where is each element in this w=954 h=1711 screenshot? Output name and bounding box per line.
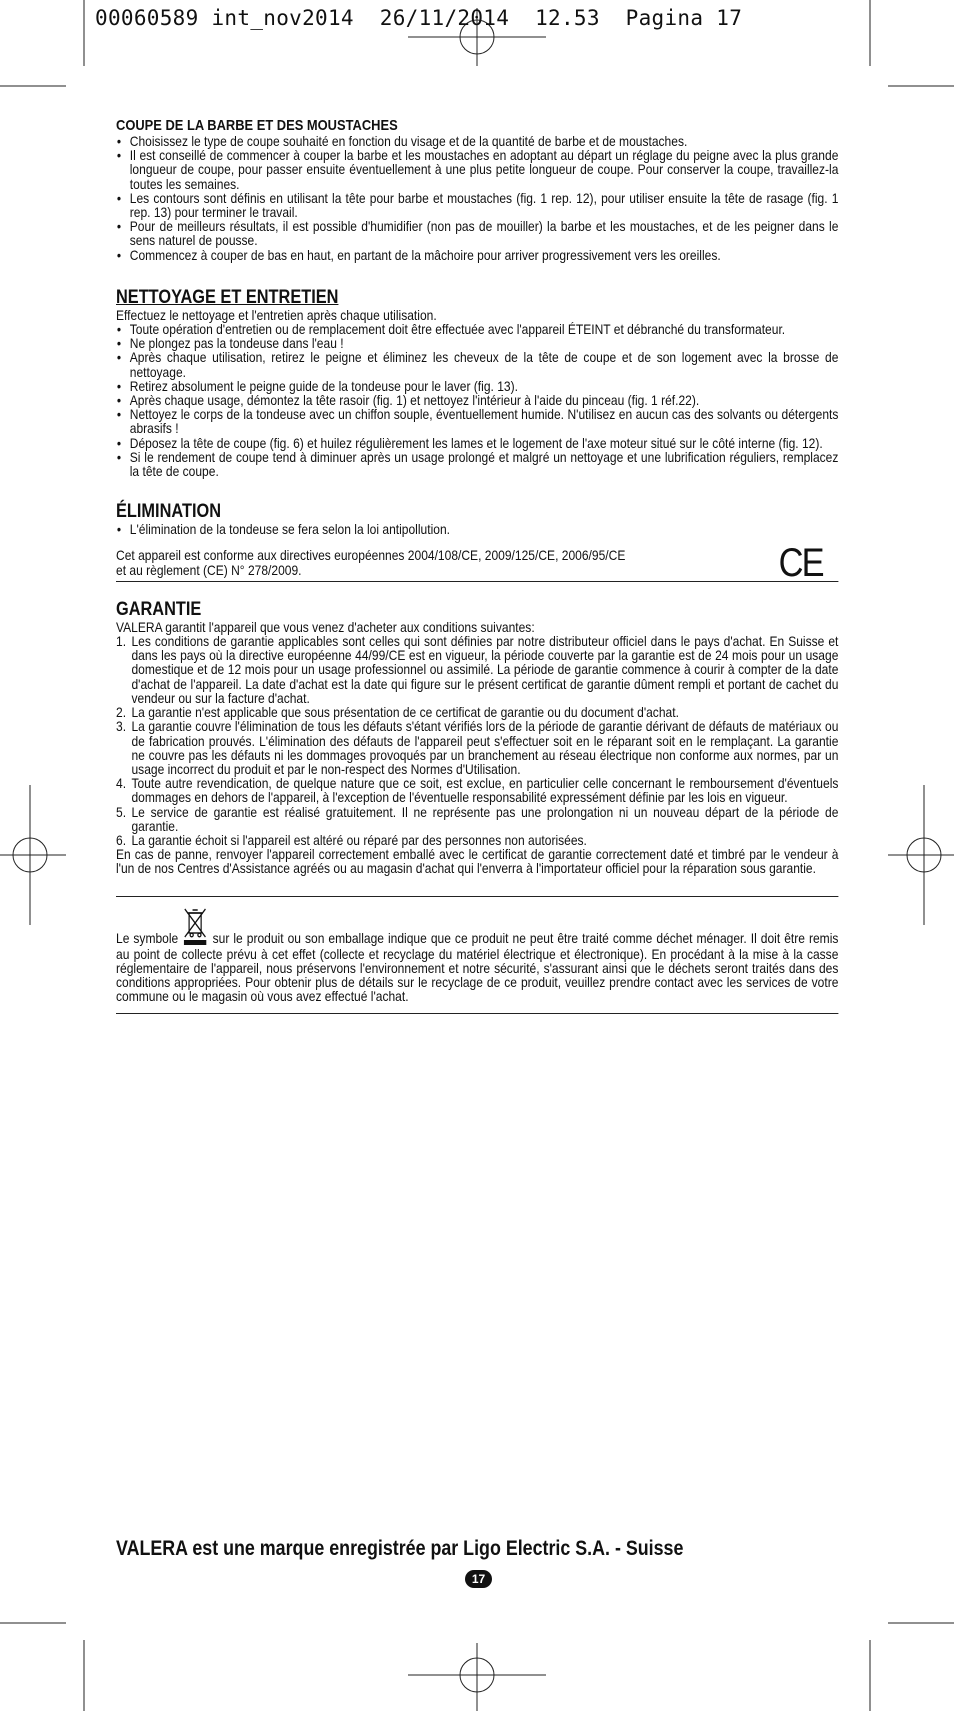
- list-item: • Toute opération d'entretien ou de remplacement doit être effectuée avec l'appareil ÉTEINT et débranché du transformateur.: [116, 322, 838, 336]
- list-item: • Pour de meilleurs résultats, il est possible d'humidifier (non pas de mouiller) la barbe et les moustaches, et de les peigner dans le sens naturel de pousse.: [116, 219, 838, 247]
- list-item: • Les contours sont définis en utilisant la tête pour barbe et moustaches (fig. 1 rep. 12), pour utiliser ensuite la tête de rasage (fig. 1 rep. 13) pour terminer le travail.: [116, 191, 838, 219]
- ce-mark-icon: CE: [778, 540, 823, 585]
- weee-text-after: sur le produit ou son emballage indique que ce produit ne peut être traité comme déchet ménager. Il doit être remis au point de collecte prévu à cet effet (collecte et recyclage du matériel électrique et électronique). En procédant à la mise à la casse réglementaire de l'appareil, nous préservons l'environnement et notre sécurité, s'assurant ainsi que le déchets seront traités dans des conditions appropriées. Pour obtenir plus de détails sur le recyclage de ce produit, veuillez prendre contact avec les services de votre commune ou le magasin où vous avez effectué l'achat.: [116, 929, 839, 1005]
- list-item: 6. La garantie échoit si l'appareil est altéré ou réparé par des personnes non autorisées.: [116, 831, 587, 848]
- list-item: • Après chaque usage, démontez la tête rasoir (fig. 1) et nettoyez l'intérieur à l'aide du pinceau (fig. 1 réf.22).: [116, 393, 838, 407]
- list-item: 2. La garantie n'est applicable que sous présentation de ce certificat de garantie ou du document d'achat.: [116, 704, 679, 721]
- list-item: 4. Toute autre revendication, de quelque nature que ce soit, est exclue, en particulier celle concernant le remboursement d'éventuels dommages en dehors de l'appareil, à l'exception de l'éventuelle responsabilité expressément définie par les lois en vigueur.: [116, 775, 839, 806]
- list-item: • Il est conseillé de commencer à couper la barbe et les moustaches en adoptant au départ un réglage du peigne avec la plus grande longueur de coupe, pour passer ensuite éventuellement à une plus petite longueur de coupe. Pour conserver la coupe, travaillez-la toutes les semaines.: [116, 148, 838, 191]
- list-item: 3. La garantie couvre l'élimination de tous les défauts s'étant vérifiés lors de la période de garantie dérivant de défauts de matériaux ou de fabrication prouvés. L'élimination des défauts de l'appareil peut s'effectuer soit en le réparant soit en le remplaçant. La garantie ne couvre pas les défauts ni les dommages provoqués par un branchement au réseau électrique non conforme aux normes, par un usage incorrect du produit et par le non-respect des Normes d'Utilisation.: [116, 718, 839, 777]
- section-title-coupe: COUPE DE LA BARBE ET DES MOUSTACHES: [116, 117, 398, 134]
- garantie-outro: En cas de panne, renvoyer l'appareil correctement emballé avec le certificat de garantie correctement daté et timbré par le vendeur à l'un de nos Centres d'Assistance agréés ou au magasin d'achat qui l'enverra à l'importateur officiel pour la réparation sous garantie.: [116, 846, 839, 877]
- elimination-list: [116, 522, 838, 536]
- list-item: • Ne plongez pas la tondeuse dans l'eau !: [116, 336, 838, 350]
- list-item: 1. Les conditions de garantie applicables sont celles qui sont définies par notre distributeur officiel dans le pays d'achat. En Suisse et dans les pays où la directive européenne 44/99/CE est en vigueur, la période couverte par la garantie est de 24 mois pour un usage domestique et de 12 mois pour un usage professionnel ou assimilé. La période de garantie commence à courir à compter de la date d'achat de l'appareil. La date d'achat est la date qui figure sur le présent certificat de garantie dûment rempli et portant de cachet du vendeur ou sur la facture d'achat.: [116, 633, 839, 706]
- section-title-garantie: GARANTIE: [116, 598, 202, 620]
- list-item: • Si le rendement de coupe tend à diminuer après un usage prolongé et malgré un nettoyage et une lubrification réguliers, remplacez la tête de coupe.: [116, 450, 838, 478]
- weee-notice: [116, 907, 838, 1004]
- nettoyage-intro: Effectuez le nettoyage et l'entretien après chaque utilisation.: [116, 306, 437, 323]
- section-title-nettoyage: NETTOYAGE ET ENTRETIEN: [116, 286, 339, 308]
- nettoyage-list: [116, 322, 838, 478]
- list-item: • L'élimination de la tondeuse se fera selon la loi antipollution.: [116, 522, 838, 536]
- garantie-intro: VALERA garantit l'appareil que vous venez d'acheter aux conditions suivantes:: [116, 618, 535, 635]
- list-item: 5. Le service de garantie est réalisé gratuitement. Il ne représente pas une prolongation ni un nouveau départ de la période de garantie.: [116, 803, 839, 834]
- garantie-list: [116, 634, 838, 847]
- conformity-text: Cet appareil est conforme aux directives européennes 2004/108/CE, 2009/125/CE, 2006/95/CE et au règlement (CE) N° 278/2009.: [116, 547, 626, 578]
- list-item: • Choisissez le type de coupe souhaité en fonction du visage et de la quantité de barbe et de moustaches.: [116, 134, 838, 148]
- weee-text-before: Le symbole: [116, 929, 179, 946]
- crossed-bin-icon: [182, 907, 210, 947]
- section-title-elimination: ÉLIMINATION: [116, 501, 222, 523]
- list-item: • Commencez à couper de bas en haut, en partant de la mâchoire pour arriver progressivement vers les oreilles.: [116, 248, 838, 262]
- page-number-badge: 17: [465, 1570, 492, 1588]
- conformity-row: [116, 540, 838, 585]
- divider: [116, 1013, 838, 1014]
- list-item: • Nettoyez le corps de la tondeuse avec un chiffon souple, éventuellement humide. N'utilisez en aucun cas des solvants ou détergents abrasifs !: [116, 407, 838, 435]
- list-item: • Retirez absolument le peigne guide de la tondeuse pour le laver (fig. 13).: [116, 379, 838, 393]
- content-area: [116, 118, 838, 1014]
- print-slug: 00060589 int_nov2014 26/11/2014 12.53 Pagina 17: [95, 6, 743, 30]
- coupe-list: [116, 134, 838, 262]
- list-item: • Après chaque utilisation, retirez le peigne et éliminez les cheveux de la tête de coupe et de son logement avec la brosse de nettoyage.: [116, 350, 838, 378]
- brand-footer: VALERA est une marque enregistrée par Ligo Electric S.A. - Suisse: [116, 1537, 684, 1560]
- list-item: • Déposez la tête de coupe (fig. 6) et huilez régulièrement les lames et le logement de l'axe moteur situé sur le côté interne (fig. 12).: [116, 436, 838, 450]
